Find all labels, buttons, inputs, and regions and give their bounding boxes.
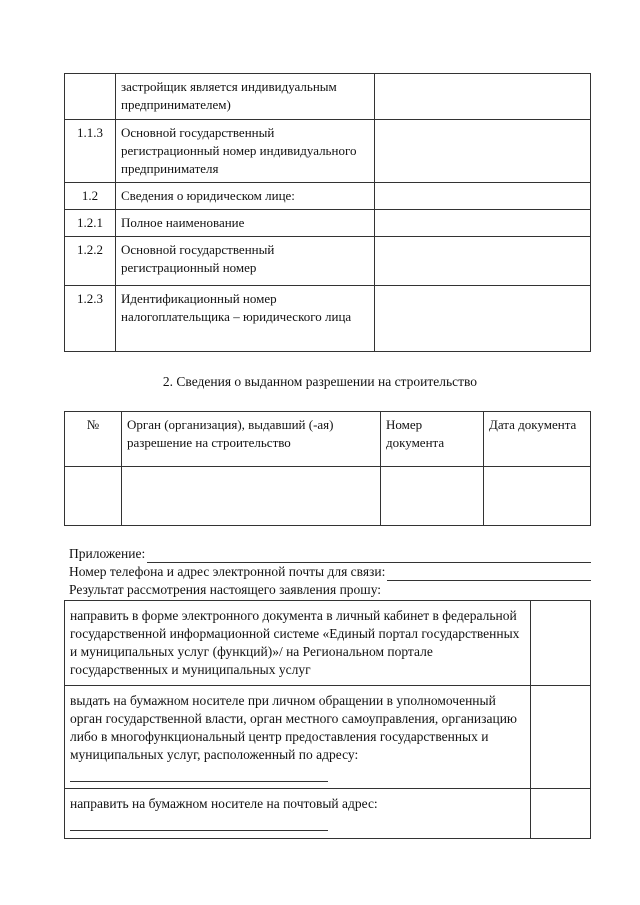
table-row	[65, 237, 591, 286]
table-row	[65, 74, 591, 120]
option-row	[65, 686, 591, 789]
attachment-field[interactable]	[147, 548, 591, 563]
row-number: 1.2.1	[65, 210, 116, 237]
section-title: 2. Сведения о выданном разрешении на строительство	[162, 374, 478, 389]
row-description: Основной государственный регистрационный номер индивидуального предпринимателя	[116, 120, 375, 183]
option-post	[65, 789, 531, 839]
in-person-address-field[interactable]	[70, 768, 328, 782]
cell-authority[interactable]	[122, 467, 381, 526]
col-header-doc-date: Дата документа	[484, 412, 591, 467]
post-address-field[interactable]	[70, 817, 328, 831]
cell-number[interactable]	[65, 467, 122, 526]
row-description: Основной государственный регистрационный номер	[116, 237, 375, 286]
table-row	[65, 467, 591, 526]
table-row	[65, 210, 591, 237]
table-row	[65, 286, 591, 352]
row-number: 1.2	[65, 183, 116, 210]
row-value-cell[interactable]	[375, 286, 591, 352]
cell-doc-number[interactable]	[381, 467, 484, 526]
row-description: Полное наименование	[116, 210, 375, 237]
table-row	[65, 120, 591, 183]
option-in-person	[65, 686, 531, 789]
row-value-cell[interactable]	[375, 74, 591, 120]
option-in-person-checkbox[interactable]	[531, 686, 591, 789]
option-in-person-text: выдать на бумажном носителе при личном обращении в уполномоченный орган государственной власти, орган местного самоуправления, организацию либо в многофункциональный центр предоставления государственных и муниципальных услуг, расположенный по адресу:	[70, 693, 518, 762]
row-value-cell[interactable]	[375, 183, 591, 210]
table-row	[65, 183, 591, 210]
option-row	[65, 789, 591, 839]
row-number	[65, 74, 116, 120]
option-post-checkbox[interactable]	[531, 789, 591, 839]
row-number: 1.2.2	[65, 237, 116, 286]
table-header-row	[65, 412, 591, 467]
result-label: Результат рассмотрения настоящего заявления прошу:	[69, 582, 382, 597]
option-electronic-checkbox[interactable]	[531, 601, 591, 686]
row-value-cell[interactable]	[375, 237, 591, 286]
option-electronic: направить в форме электронного документа в личный кабинет в федеральной государственной информационной системе «Единый портал государственных и муниципальных услуг (функций)»/ на Региональном портале государственных и муниципальных услуг	[65, 601, 531, 686]
col-header-authority: Орган (организация), выдавший (-ая) разрешение на строительство	[122, 412, 381, 467]
col-header-doc-number: Номер документа	[381, 412, 484, 467]
cell-doc-date[interactable]	[484, 467, 591, 526]
permit-table	[64, 411, 591, 526]
row-number: 1.1.3	[65, 120, 116, 183]
row-description: Сведения о юридическом лице:	[116, 183, 375, 210]
row-number: 1.2.3	[65, 286, 116, 352]
form-lines	[69, 545, 591, 599]
col-header-number: №	[65, 412, 122, 467]
result-options-table	[64, 600, 591, 839]
row-value-cell[interactable]	[375, 210, 591, 237]
option-post-text: направить на бумажном носителе на почтовый адрес:	[70, 796, 378, 811]
row-description: застройщик является индивидуальным предпринимателем)	[116, 74, 375, 120]
row-description: Идентификационный номер налогоплательщика – юридического лица	[116, 286, 375, 352]
applicant-table	[64, 73, 591, 352]
row-value-cell[interactable]	[375, 120, 591, 183]
contact-line	[69, 563, 591, 581]
attachment-label: Приложение:	[69, 546, 146, 561]
contact-label: Номер телефона и адрес электронной почты для связи:	[69, 564, 386, 579]
contact-field[interactable]	[387, 566, 591, 581]
result-line	[69, 581, 591, 599]
option-row	[65, 601, 591, 686]
attachment-line	[69, 545, 591, 563]
